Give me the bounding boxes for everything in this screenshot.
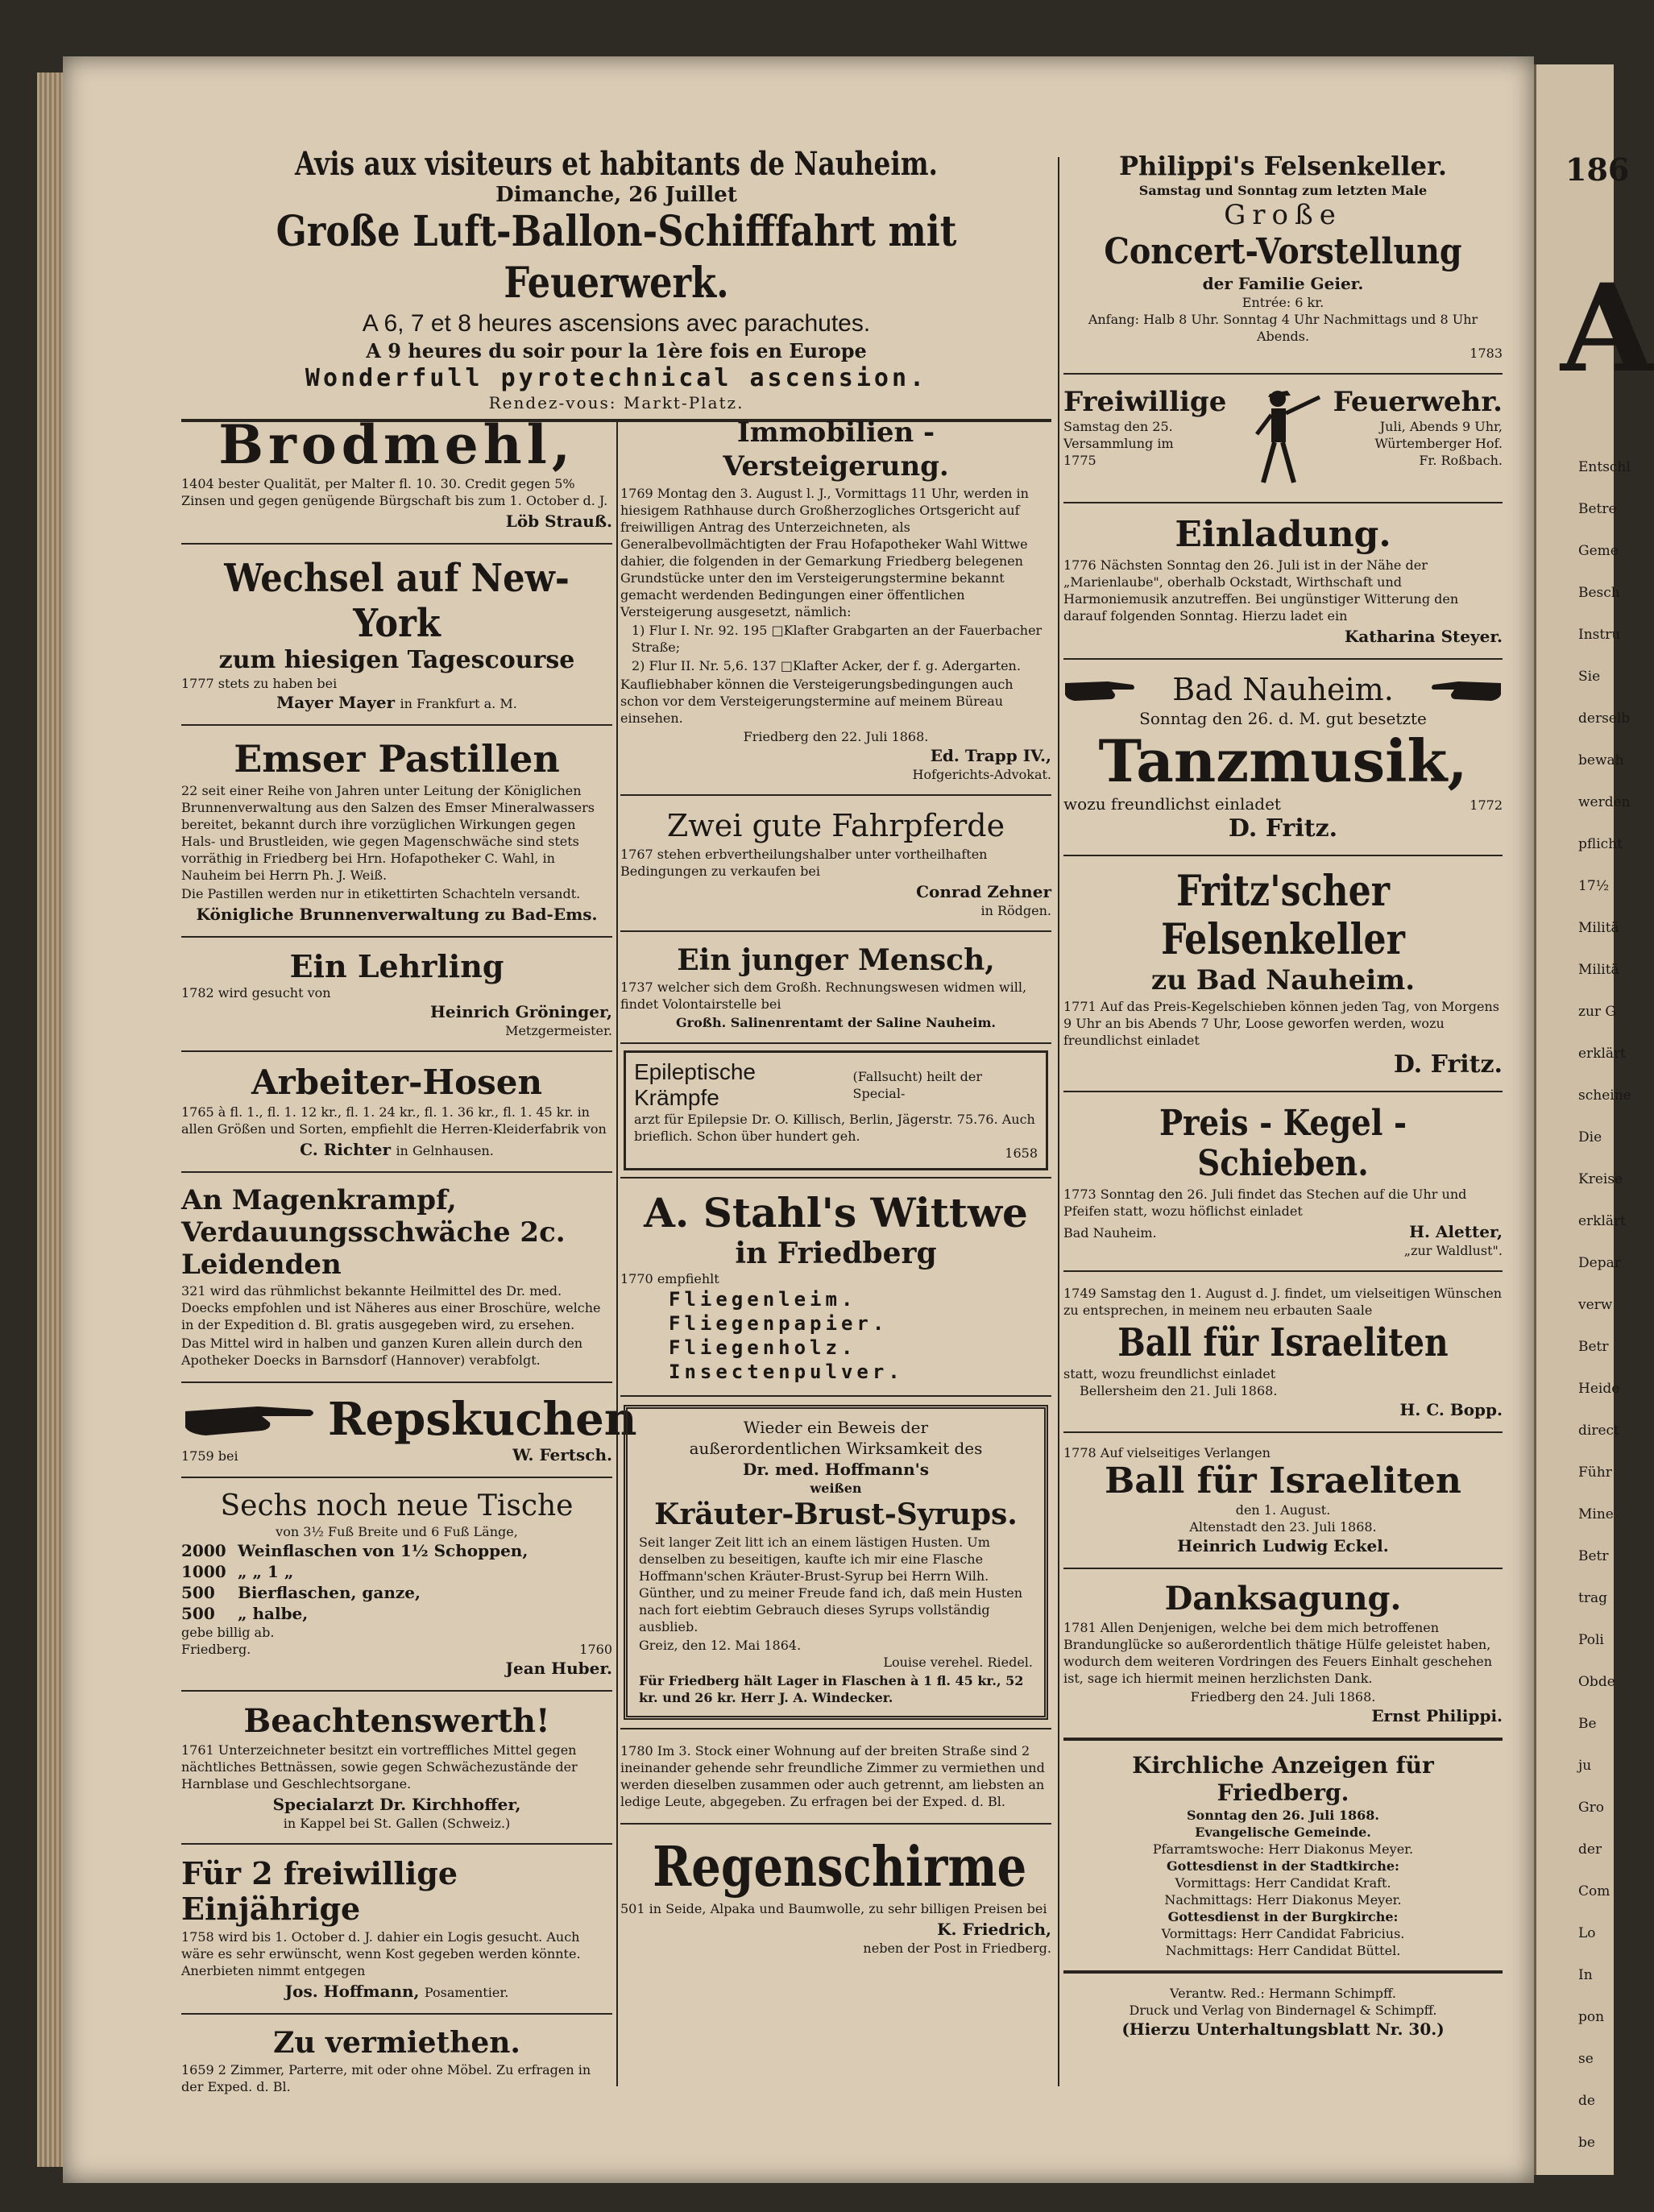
ad-title: Kräuter-Brust-Syrups.: [654, 1497, 1018, 1531]
ad-big: Tanzmusik,: [1098, 727, 1468, 795]
ad-title: Repskuchen: [328, 1393, 637, 1446]
ad-ball-bellersheim: [1063, 1278, 1503, 1425]
fragment-line: scheine: [1578, 1087, 1631, 1104]
fragment-line: be: [1578, 2135, 1595, 2151]
burgkirche-morning: Vormittags: Herr Candidat Fabricius.: [1161, 1926, 1405, 1941]
fragment-line: zur G: [1578, 1004, 1617, 1020]
ad-stahl: [620, 1185, 1051, 1389]
ad-signature-title: „zur Waldlust".: [1403, 1243, 1503, 1258]
ad-subtitle: zu Bad Nauheim.: [1150, 964, 1416, 996]
banner-english: Wonderfull pyrotechnical ascension.: [305, 364, 928, 392]
ad-intro-2: außerordentlichen Wirksamkeit des: [689, 1439, 983, 1458]
fragment-line: Militä: [1578, 920, 1619, 936]
ad-text: empfiehlt: [657, 1271, 719, 1286]
fragment-line: pon: [1578, 2009, 1605, 2025]
ad-text: Seit langer Zeit litt ich an einem lästigen Husten. Um denselben zu beseitigen, kaufte ich mir eine Flasche Hoffmann'schen Kräuter-Brust-Syrup bei Herrn Wilh. Günther, und zu meiner Freude fand ich, daß mein Husten nach fort eiebtim Gebrauch dieses Syrups vollständig ausblieb.: [639, 1535, 1023, 1634]
ad-signature: D. Fritz.: [1393, 1050, 1503, 1079]
banner-night: A 9 heures du soir pour la 1ère fois en Europe: [366, 339, 867, 362]
item-text: „ halbe,: [238, 1604, 309, 1623]
ad-text: 1771 Auf das Preis-Kegelschieben können jeden Tag, von Morgens 9 Uhr an bis Abends 7 Uhr, Loose geworfen werden, wozu freundlichst einladet: [1063, 999, 1500, 1048]
ad-text: 1767 stehen erbvertheilungshalber unter vortheilhaften Bedingungen zu verkaufen bei: [620, 847, 988, 879]
fragment-line: trag: [1578, 1590, 1607, 1606]
ad-text: 1404 bester Qualität, per Malter fl. 10. 30. Credit gegen 5% Zinsen und gegen genügende Bürgschaft bis zum 1. October d. J.: [181, 476, 608, 508]
ad-title: A. Stahl's Wittwe: [644, 1189, 1028, 1236]
list-item: Fliegenholz.: [669, 1336, 857, 1359]
stadtkirche-heading: Gottesdienst in der Stadtkirche:: [1167, 1858, 1399, 1874]
fragment-line: erklärt: [1578, 1046, 1627, 1062]
ad-signature: W. Fertsch.: [512, 1445, 612, 1464]
ad-signature: Jos. Hoffmann,: [284, 1982, 420, 2001]
fragment-line: Sie: [1578, 669, 1601, 685]
ad-title: Ein Lehrling: [289, 948, 504, 984]
ad-text: 1758 wird bis 1. October d. J. dahier ein Logis gesucht. Auch wäre es sehr erwünscht, wenn Kost gegeben werden könnte. Anerbieten nimmt entgegen: [181, 1929, 581, 1978]
ad-line-2: Große: [1224, 199, 1342, 231]
kirchliche-anzeigen: [1063, 1747, 1503, 1964]
ad-title: Regenschirme: [653, 1835, 1027, 1899]
ad-signature-title: Posamentier.: [424, 1985, 509, 2000]
impressum-editor: Verantw. Red.: Hermann Schimpff.: [1170, 1986, 1396, 2001]
impressum-supplement: (Hierzu Unterhaltungsblatt Nr. 30.): [1121, 2019, 1445, 2039]
ad-note: (Fallsucht) heilt der Special-: [852, 1069, 982, 1101]
pointing-hand-left-icon: [1430, 673, 1503, 706]
ad-title-right: Feuerwehr.: [1333, 386, 1503, 418]
stadtkirche-afternoon: Nachmittags: Herr Diakonus Meyer.: [1164, 1892, 1402, 1908]
fragment-line: Besch: [1578, 585, 1620, 601]
ad-text: 501 in Seide, Alpaka und Baumwolle, zu sehr billigen Preisen bei: [620, 1901, 1047, 1916]
fragment-line: Betr: [1578, 1548, 1609, 1564]
burgkirche-heading: Gottesdienst in der Burgkirche:: [1167, 1909, 1399, 1924]
section-title: Kirchliche Anzeigen für Friedberg.: [1132, 1752, 1434, 1806]
masthead-letter-icon: A: [1561, 258, 1654, 400]
fragment-line: Instru: [1578, 627, 1621, 643]
ad-text: 22 seit einer Reihe von Jahren unter Leitung der Königlichen Brunnenverwaltung aus den Salzen des Emser Mineralwassers bereitet, bekannt durch ihre vorzüglichen Wirkungen gegen Hals- und Brustleiden, wie gegen Magenschwäche sind stets vorräthig in Friedberg bei Hrn. Hofapotheker C. Wahl, in Nauheim bei Herrn Ph. J. Weiß.: [181, 783, 595, 883]
banner-heading: Avis aux visiteurs et habitants de Nauheim.: [295, 145, 938, 183]
ad-number: 1783: [1470, 346, 1503, 361]
ad-number: 1772: [1470, 797, 1503, 813]
ad-kegel: [1063, 1099, 1503, 1264]
ad-number: 1760: [579, 1642, 612, 1657]
ad-signature: Löb Strauß.: [505, 512, 612, 531]
ad-signature: H. Aletter,: [1409, 1222, 1503, 1241]
ad-immobilien: [620, 411, 1051, 788]
ad-place: in Rödgen.: [980, 903, 1051, 918]
ad-epilepsie: [624, 1050, 1048, 1170]
fragment-line: Führ: [1578, 1464, 1612, 1481]
ad-title: Einladung.: [1175, 514, 1391, 555]
ad-signature: Louise verehel. Riedel.: [883, 1655, 1033, 1670]
fragment-line: Be: [1578, 1716, 1597, 1732]
ad-text: 1776 Nächsten Sonntag den 26. Juli ist in der Nähe der „Marienlaube", oberhalb Ockstadt, Wirthschaft und Harmoniemusik anzutreffen. Bei ungünstiger Witterung den darauf folgenden Sonntag. Hierzu ladet ein: [1063, 557, 1459, 623]
ad-subtitle: von 3½ Fuß Breite und 6 Fuß Länge,: [276, 1524, 518, 1539]
ad-line-left-3: Versammlung im: [1063, 436, 1174, 451]
ad-title-left: Freiwillige: [1063, 386, 1227, 418]
pointing-hand-right-icon: [1063, 673, 1136, 706]
ad-number: 1775: [1063, 453, 1096, 468]
list-item: Insectenpulver.: [669, 1361, 904, 1383]
fragment-line: Mine: [1578, 1506, 1614, 1522]
ad-text: gebe billig ab.: [181, 1625, 275, 1640]
fragment-line: Die: [1578, 1129, 1602, 1145]
fragment-line: Kreise: [1578, 1171, 1623, 1187]
pointing-hand-icon: [181, 1395, 318, 1444]
ad-text: arzt für Epilepsie Dr. O. Killisch, Berlin, Jägerstr. 75.76. Auch brieflich. Schon über hundert geh.: [634, 1112, 1035, 1144]
fragment-line: Heide: [1578, 1381, 1620, 1397]
ad-place: neben der Post in Friedberg.: [863, 1941, 1051, 1956]
item-quantity: 2000: [181, 1541, 226, 1560]
list-item: [181, 1561, 612, 1582]
ad-signature: C. Richter: [300, 1140, 392, 1159]
ad-text: 321 wird das rühmlichst bekannte Heilmittel des Dr. med. Doecks empfohlen und ist Näheres aus einer Broschüre, welche in der Expedition d. Bl. gratis ausgegeben wird, zu ersehen.: [181, 1283, 601, 1332]
ad-title: Ein junger Mensch,: [677, 943, 995, 977]
ad-feuerwehr: [1063, 381, 1503, 495]
fragment-line: Betre: [1578, 501, 1617, 517]
fragment-line: ju: [1578, 1758, 1592, 1774]
ad-danksagung: [1063, 1576, 1503, 1731]
ad-line-4: der Familie Geier.: [1202, 274, 1364, 293]
ad-item-1: 1) Flur I. Nr. 92. 195 □Klafter Grabgarten an der Fauerbacher Straße;: [632, 623, 1043, 655]
ad-title: Ball für Israeliten: [1105, 1460, 1461, 1502]
impressum: [1063, 1980, 1503, 2044]
ad-subtitle: zum hiesigen Tagescourse: [218, 646, 575, 674]
ad-lehrling: [181, 944, 612, 1044]
banner-times: A 6, 7 et 8 heures ascensions avec parachutes.: [362, 310, 871, 337]
fragment-line: Poli: [1578, 1632, 1604, 1648]
ad-place: Friedberg.: [181, 1642, 251, 1657]
list-item: Fliegenpapier.: [669, 1312, 889, 1335]
ad-beachtenswerth: [181, 1698, 612, 1837]
ad-signature-title: Metzgermeister.: [505, 1023, 612, 1038]
fragment-line: bewah: [1578, 752, 1624, 768]
fireman-icon: [1239, 386, 1328, 491]
ad-date: Altenstadt den 23. Juli 1868.: [1189, 1519, 1377, 1535]
ad-signature: Mayer Mayer: [276, 693, 396, 712]
ad-title: Brodmehl,: [218, 413, 575, 476]
fragment-line: pflicht: [1578, 836, 1623, 852]
ad-place: in Kappel bei St. Gallen (Schweiz.): [283, 1816, 511, 1831]
ad-title: Bad Nauheim.: [1172, 672, 1394, 707]
column-rule-2: [1058, 157, 1059, 2086]
balloon-banner-ad: [181, 145, 1051, 429]
ad-kraeuter-syrup: [624, 1405, 1048, 1720]
ad-line-1: Sonntag den 26. d. M. gut besetzte: [1139, 709, 1427, 728]
ad-date: Friedberg den 22. Juli 1868.: [743, 729, 929, 744]
stadtkirche-morning: Vormittags: Herr Candidat Kraft.: [1175, 1875, 1391, 1891]
ad-einjaehrige: [181, 1851, 612, 2007]
fragment-line: verw: [1578, 1297, 1613, 1313]
ad-line-right-3: Würtemberger Hof.: [1374, 436, 1503, 451]
ad-signature: Ernst Philippi.: [1371, 1706, 1503, 1725]
list-item: [181, 1582, 612, 1603]
ad-tanzmusik: [1063, 666, 1503, 848]
fragment-line: werden: [1578, 794, 1631, 810]
burgkirche-afternoon: Nachmittags: Herr Candidat Büttel.: [1165, 1943, 1401, 1958]
column-rule-1: [616, 419, 618, 2086]
ad-title: Epileptische Krämpfe: [634, 1059, 756, 1110]
ad-signature: Ed. Trapp IV.,: [930, 746, 1051, 765]
ad-signature: K. Friedrich,: [937, 1920, 1051, 1939]
fragment-line: Com: [1578, 1883, 1610, 1899]
ad-intro-3: Dr. med. Hoffmann's: [742, 1460, 929, 1479]
fragment-line: Militä: [1578, 962, 1619, 978]
ad-title: Zwei gute Fahrpferde: [666, 808, 1005, 843]
ad-text: 1761 Unterzeichneter besitzt ein vortreffliches Mittel gegen nächtliches Bettnässen, sowie gegen Schwächezustände der Harnblase und Geschlechtsorgane.: [181, 1742, 578, 1792]
list-item: [181, 1540, 612, 1561]
fragment-line: In: [1578, 1967, 1593, 1983]
ad-philippi: [1063, 145, 1503, 367]
ad-text: 1780 Im 3. Stock einer Wohnung auf der breiten Straße sind 2 ineinander gehende sehr freundliche Zimmer zu vermiethen und werden dieselben zusammen oder auch getrennt, am liebsten an ledige Leute, abgegeben. Zu erfragen bei der Exped. d. Bl.: [620, 1743, 1045, 1809]
ad-text: 1765 à fl. 1., fl. 1. 12 kr., fl. 1. 24 kr., fl. 1. 36 kr., fl. 1. 45 kr. in allen Größen und Sorten, empfiehlt die Herren-Kleiderfabrik von: [181, 1104, 607, 1137]
pfarramt-line: Pfarramtswoche: Herr Diakonus Meyer.: [1152, 1841, 1414, 1857]
ad-signature: Specialarzt Dr. Kirchhoffer,: [272, 1795, 521, 1814]
fragment-line: Geme: [1578, 543, 1619, 559]
ad-item-2: 2) Flur II. Nr. 5,6. 137 □Klafter Acker, der f. g. Adergarten.: [632, 658, 1021, 673]
ad-number: 1658: [1005, 1145, 1038, 1161]
fragment-line: Entschl: [1578, 459, 1631, 475]
ad-fahrpferde: [620, 802, 1051, 924]
ad-text: 1769 Montag den 3. August l. J., Vormittags 11 Uhr, werden in hiesigem Rathhause durch Großherzogliches Ortsgericht auf freiwilligen Antrag des Unterzeichneten, als Generalbevollmächtigten der Frau Hofapotheker Wahl Wittwe dahier, die folgenden in der Gemarkung Friedberg belegenen Grundstücke unter den im Versteigerungstermine bekannt gemacht werdenden Bedingungen einer öffentlichen Versteigerung ausgesetzt, nämlich:: [620, 486, 1029, 619]
ad-signature-title: Hofgerichts-Advokat.: [912, 767, 1051, 782]
ad-brodmehl: [181, 411, 612, 536]
item-quantity: 500: [181, 1583, 215, 1602]
fragment-line: Depar: [1578, 1255, 1621, 1271]
ad-text: 1781 Allen Denjenigen, welche bei dem mich betroffenen Brandunglücke so außerordentlich thätige Hülfe geleistet haben, wodurch dem weiteren Vordringen des Feuers Einhalt geschehen ist, sage ich hiermit meinen herzlichsten Dank.: [1063, 1620, 1493, 1686]
list-item: Fliegenleim.: [669, 1288, 857, 1311]
page-number: 186: [1565, 151, 1630, 188]
ad-date: Greiz, den 12. Mai 1864.: [639, 1638, 802, 1653]
ad-intro: 1778 Auf vielseitiges Verlangen: [1063, 1445, 1271, 1460]
ad-magen: [181, 1179, 612, 1375]
ad-title: Sechs noch neue Tische: [220, 1489, 574, 1522]
ad-text: statt, wozu freundlichst einladet: [1063, 1366, 1276, 1381]
ad-line-2: wozu freundlichst einladet: [1063, 794, 1281, 814]
ad-intro-4: weißen: [810, 1481, 862, 1496]
ad-title: Fritz'scher Felsenkeller: [1161, 867, 1405, 964]
fragment-line: Gro: [1578, 1800, 1604, 1816]
ad-title: Wechsel auf New-York: [224, 556, 570, 646]
ad-text: 1782 wird gesucht von: [181, 985, 331, 1000]
fragment-line: 17½: [1578, 878, 1610, 894]
ad-wechsel: [181, 551, 612, 718]
ad-text: 1737 welcher sich dem Großh. Rechnungswesen widmen will, findet Volontairstelle bei: [620, 980, 1027, 1012]
ad-text-2: Die Pastillen werden nur in etikettirten Schachteln versandt.: [181, 886, 581, 901]
ad-text-2: Das Mittel wird in halben und ganzen Kuren allein durch den Apotheker Doecks in Barnsdorf (Hannover) verabfolgt.: [181, 1336, 583, 1368]
banner-title: Große Luft-Ballon-Schifffahrt mit Feuerwerk.: [276, 207, 957, 308]
fragment-line: erklärt: [1578, 1213, 1627, 1229]
ad-emser: [181, 732, 612, 930]
list-item: [181, 1603, 612, 1624]
fragment-line: se: [1578, 2051, 1594, 2067]
ad-line-5: Entrée: 6 kr.: [1242, 295, 1324, 310]
item-quantity: 500: [181, 1604, 215, 1623]
ad-signature: Königliche Brunnenverwaltung zu Bad-Ems.: [196, 905, 598, 924]
fragment-line: derselb: [1578, 710, 1631, 727]
ad-wohnung: [620, 1736, 1051, 1816]
ad-line-1: Samstag und Sonntag zum letzten Male: [1138, 183, 1428, 198]
ad-date: Bellersheim den 21. Juli 1868.: [1080, 1383, 1278, 1398]
ad-signature: Großh. Salinenrentamt der Saline Nauheim.: [676, 1015, 996, 1030]
ad-einladung: [1063, 510, 1503, 652]
ad-ball-altenstadt: [1063, 1439, 1503, 1561]
ad-junger-mensch: [620, 938, 1051, 1036]
ad-place: Bad Nauheim.: [1063, 1225, 1157, 1241]
ad-signature: Conrad Zehner: [916, 882, 1051, 901]
fragment-line: Obde: [1578, 1674, 1615, 1690]
ad-regenschirme: [620, 1831, 1051, 1961]
ad-text: 1759 bei: [181, 1448, 238, 1464]
ad-text: 1777 stets zu haben bei: [181, 676, 338, 691]
fragment-line: Lo: [1578, 1925, 1596, 1941]
ad-line-6: Anfang: Halb 8 Uhr. Sonntag 4 Uhr Nachmittags und 8 Uhr Abends.: [1088, 312, 1478, 344]
section-subtitle: Evangelische Gemeinde.: [1195, 1825, 1371, 1840]
ad-date: Friedberg den 24. Juli 1868.: [1190, 1689, 1376, 1705]
ad-subtitle: in Friedberg: [735, 1236, 937, 1270]
ad-signature: D. Fritz.: [1228, 814, 1338, 843]
ad-signature: Heinrich Gröninger,: [430, 1002, 612, 1021]
ad-signature: H. C. Bopp.: [1399, 1400, 1503, 1419]
ad-text: 1659 2 Zimmer, Parterre, mit oder ohne Möbel. Zu erfragen in der Exped. d. Bl.: [181, 2062, 591, 2094]
column-2: [620, 411, 1051, 1961]
ad-place: in Frankfurt a. M.: [400, 696, 517, 711]
ad-signature: Jean Huber.: [505, 1659, 612, 1678]
ad-title: Zu vermiethen.: [273, 2026, 520, 2060]
ad-line-right-2: Juli, Abends 9 Uhr,: [1379, 419, 1503, 434]
ad-signature: Katharina Steyer.: [1344, 627, 1503, 646]
ad-fritz-felsenkeller: [1063, 863, 1503, 1084]
fragment-line: de: [1578, 2093, 1595, 2109]
ad-title: Arbeiter-Hosen: [251, 1063, 543, 1102]
ad-place: in Gelnhausen.: [396, 1143, 494, 1158]
ad-number: 1770: [620, 1271, 653, 1286]
ad-title: Danksagung.: [1164, 1580, 1402, 1618]
impressum-publisher: Druck und Verlag von Bindernagel & Schimpff.: [1129, 2003, 1437, 2018]
fragment-line: der: [1578, 1841, 1602, 1858]
ad-line-left-2: Samstag den 25.: [1063, 419, 1173, 434]
ad-intro: 1749 Samstag den 1. August d. J. findet, um vielseitigen Wünschen zu entsprechen, in meinem neu erbauten Saale: [1063, 1286, 1503, 1318]
ad-intro-1: Wieder ein Beweis der: [743, 1418, 929, 1437]
item-text: Bierflaschen, ganze,: [238, 1583, 421, 1602]
ad-title: Immobilien - Versteigerung.: [723, 416, 949, 483]
ad-hosen: [181, 1058, 612, 1165]
ad-line-1: den 1. August.: [1235, 1502, 1331, 1518]
ad-repskuchen: [181, 1390, 637, 1470]
item-text: „ „ 1 „: [238, 1562, 294, 1581]
ad-title: Philippi's Felsenkeller.: [1118, 151, 1448, 181]
item-text: Weinflaschen von 1½ Schoppen,: [238, 1541, 529, 1560]
item-quantity: 1000: [181, 1562, 226, 1581]
column-3: [1063, 145, 1503, 2044]
ad-title: Beachtenswerth!: [243, 1702, 550, 1740]
ad-signature: Fr. Roßbach.: [1419, 453, 1503, 468]
ad-title: Ball für Israeliten: [1117, 1320, 1449, 1365]
ad-title: Preis - Kegel - Schieben.: [1159, 1103, 1407, 1184]
ad-text-2: Für Friedberg hält Lager in Flaschen à 1 fl. 45 kr., 52 kr. und 26 kr. Herr J. A. Windecker.: [639, 1673, 1024, 1705]
banner-rendezvous: Rendez-vous: Markt-Platz.: [488, 393, 744, 412]
fragment-line: direct: [1578, 1423, 1619, 1439]
next-page-fragment: [1534, 64, 1654, 2175]
ad-text-2: Kaufliebhaber können die Versteigerungsbedingungen auch schon vor dem Versteigerungstermine auf meinem Büreau einsehen.: [620, 677, 1014, 726]
ad-tische: [181, 1485, 612, 1684]
banner-date: Dimanche, 26 Juillet: [495, 183, 737, 207]
ad-vermiethen: [181, 2021, 612, 2102]
ad-title: Für 2 freiwillige Einjährige: [181, 1855, 458, 1927]
fragment-line: Betr: [1578, 1339, 1609, 1355]
ad-signature: Heinrich Ludwig Eckel.: [1177, 1536, 1389, 1555]
ad-line-3: Concert-Vorstellung: [1104, 231, 1462, 272]
section-date: Sonntag den 26. Juli 1868.: [1186, 1808, 1379, 1823]
ad-title: Emser Pastillen: [234, 737, 560, 781]
ad-title: An Magenkrampf, Verdauungsschwäche 2c. Leidenden: [181, 1184, 566, 1281]
ad-text: 1773 Sonntag den 26. Juli findet das Stechen auf die Uhr und Pfeifen statt, wozu höflichst einladet: [1063, 1187, 1467, 1219]
